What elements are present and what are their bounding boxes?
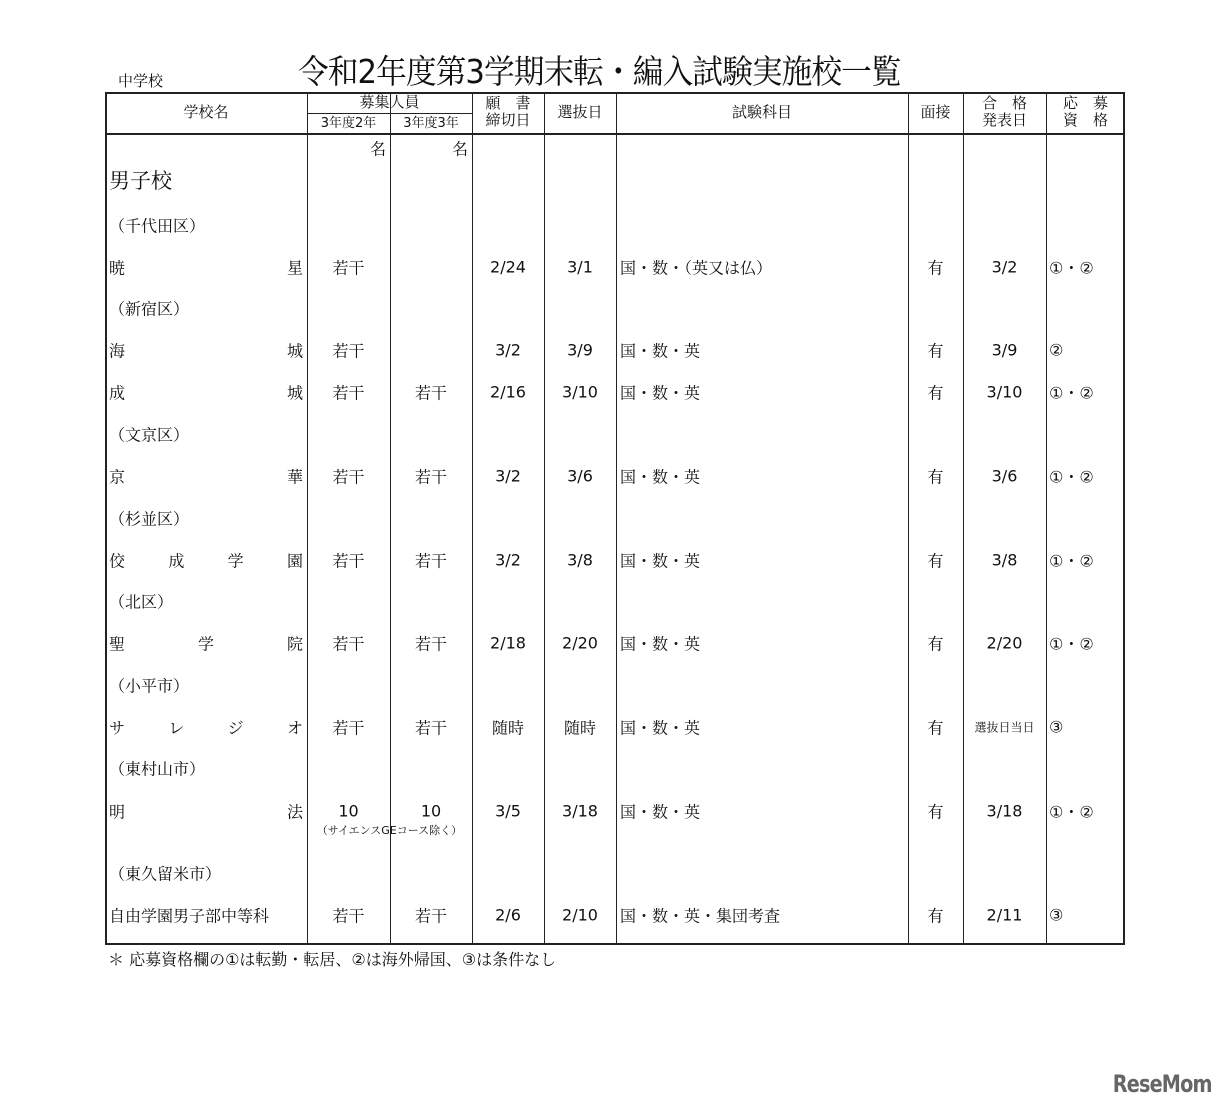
school-name-char: 園: [286, 551, 303, 571]
exam-subjects: 国・数・英: [620, 634, 701, 654]
result-date: 2/20: [986, 633, 1023, 653]
header-grade3: 3年度3年: [403, 116, 459, 131]
area-label: （北区）: [109, 592, 174, 612]
footnote: ＊ 応募資格欄の①は転勤・転居、②は海外帰国、③は条件なし: [108, 950, 557, 969]
area-label: （東村山市）: [109, 759, 206, 779]
exam-subjects: 国・数・英: [620, 341, 701, 361]
selection-date: 2/20: [562, 633, 598, 653]
application-deadline: 3/5: [495, 801, 521, 821]
recruit-grade2: 若干: [332, 341, 365, 361]
result-date: 3/18: [986, 801, 1023, 821]
school-name: [109, 800, 303, 823]
header-result-line2: 発表日: [981, 111, 1027, 129]
selection-date: 3/6: [567, 466, 593, 486]
school-name-char: 法: [286, 802, 303, 822]
selection-date: 3/9: [567, 340, 593, 360]
school-name-char: 成: [168, 551, 185, 571]
result-date: 3/9: [991, 340, 1018, 360]
application-deadline: 3/2: [495, 550, 521, 570]
selection-date: 3/1: [567, 257, 593, 277]
recruit-grade3: 10: [420, 801, 442, 821]
exam-subjects: 国・数・英: [620, 718, 701, 738]
watermark-logo: ReseMom: [1113, 1070, 1212, 1098]
header-subjects: 試験科目: [731, 103, 792, 121]
school-name-char: オ: [286, 718, 303, 738]
interview: 有: [927, 467, 944, 487]
school-name: [109, 549, 303, 572]
header-deadline-line2: 締切日: [485, 111, 531, 129]
interview: 有: [927, 906, 944, 926]
header-recruit: 募集人員: [359, 93, 420, 111]
interview: 有: [927, 634, 944, 654]
interview: 有: [927, 341, 944, 361]
exam-subjects: 国・数・英・集団考査: [620, 906, 781, 926]
header-qual-line1: 応 募: [1062, 94, 1108, 112]
school-name-char: 明: [109, 802, 126, 822]
school-name: [109, 904, 303, 927]
exam-subjects: 国・数・（英又は仏）: [620, 258, 773, 278]
school-name: [109, 632, 303, 655]
school-name: [109, 716, 303, 739]
exam-subjects: 国・数・英: [620, 802, 701, 822]
result-date: 2/11: [986, 905, 1023, 925]
exam-subjects: 国・数・英: [620, 467, 701, 487]
interview: 有: [927, 551, 944, 571]
school-name: [109, 381, 303, 404]
school-name-char: レ: [168, 718, 185, 738]
recruit-grade2: 10: [338, 801, 359, 821]
qualification: ①・②: [1049, 383, 1094, 403]
exam-subjects: 国・数・英: [620, 551, 701, 571]
area-label: （小平市）: [109, 676, 190, 696]
school-name: [109, 339, 303, 362]
school-name-char: 成: [109, 383, 126, 403]
recruit-note: （サイエンスGEコース除く）: [316, 824, 463, 837]
school-name-char: 海: [109, 341, 126, 361]
application-deadline: 2/16: [490, 382, 526, 402]
school-name-char: 星: [286, 258, 303, 278]
interview: 有: [927, 802, 944, 822]
qualification: ①・②: [1049, 634, 1094, 654]
school-name-char: サ: [109, 718, 126, 738]
recruit-grade2: 若干: [332, 258, 365, 278]
application-deadline: 2/24: [490, 257, 526, 277]
recruit-grade3: 若干: [414, 718, 447, 738]
recruit-grade2: 若干: [332, 551, 365, 571]
application-deadline: 随時: [491, 718, 524, 738]
application-deadline: 3/2: [495, 340, 521, 360]
page-title: 令和2年度第3学期末転・編入試験実施校一覧: [298, 52, 901, 91]
unit-label-grade2: 名: [370, 139, 387, 159]
result-date: 3/6: [991, 466, 1018, 486]
recruit-grade2: 若干: [332, 906, 365, 926]
area-label: （東久留米市）: [109, 864, 222, 884]
school-name-char: 自由学園男子部中等科: [109, 906, 270, 926]
unit-label-grade3: 名: [452, 139, 469, 159]
school-name: [109, 256, 303, 279]
qualification: ①・②: [1049, 467, 1094, 487]
qualification: ①・②: [1049, 551, 1094, 571]
recruit-grade2: 若干: [332, 467, 365, 487]
selection-date: 随時: [563, 718, 596, 738]
school-name-char: 城: [286, 383, 303, 403]
recruit-grade3: 若干: [414, 467, 447, 487]
school-name-char: 城: [286, 341, 303, 361]
recruit-grade2: 若干: [332, 634, 365, 654]
area-label: （新宿区）: [109, 299, 190, 319]
header-deadline: [472, 95, 544, 129]
recruit-grade2: 若干: [332, 718, 365, 738]
school-name-char: 暁: [109, 258, 126, 278]
school-name-char: 学: [227, 551, 244, 571]
header-result: [963, 95, 1046, 129]
header-qual-line2: 資 格: [1062, 111, 1108, 129]
application-deadline: 3/2: [495, 466, 521, 486]
header-result-line1: 合 格: [981, 94, 1027, 112]
header-grade2: 3年度2年: [320, 116, 377, 131]
header-qualification: [1046, 95, 1125, 129]
school-name-char: 聖: [109, 634, 126, 654]
school-name: [109, 465, 303, 488]
school-name-char: ジ: [227, 718, 244, 738]
qualification: ①・②: [1049, 802, 1094, 822]
exam-subjects: 国・数・英: [620, 383, 701, 403]
school-name-char: 院: [286, 634, 303, 654]
school-name-char: 京: [109, 467, 126, 487]
qualification: ③: [1049, 905, 1064, 925]
recruit-grade3: 若干: [414, 551, 447, 571]
area-label: （文京区）: [109, 425, 190, 445]
area-label: （杉並区）: [109, 509, 190, 529]
interview: 有: [927, 383, 944, 403]
header-interview: 面接: [920, 103, 951, 121]
selection-date: 3/8: [567, 550, 593, 570]
selection-date: 3/10: [562, 382, 598, 402]
school-name-char: 佼: [109, 551, 126, 571]
interview: 有: [927, 718, 944, 738]
recruit-grade2: 若干: [332, 383, 365, 403]
result-date: 3/2: [991, 257, 1018, 277]
header-school: 学校名: [183, 103, 229, 121]
application-deadline: 2/6: [495, 905, 521, 925]
qualification: ③: [1049, 717, 1064, 737]
recruit-grade3: 若干: [414, 906, 447, 926]
area-label: （千代田区）: [109, 216, 206, 236]
qualification: ②: [1049, 340, 1064, 360]
selection-date: 3/18: [562, 801, 598, 821]
school-name-char: 華: [286, 467, 303, 487]
result-date: 選抜日当日: [974, 720, 1035, 735]
result-date: 3/10: [986, 382, 1023, 402]
qualification: ①・②: [1049, 258, 1094, 278]
interview: 有: [927, 258, 944, 278]
result-date: 3/8: [991, 550, 1018, 570]
selection-date: 2/10: [562, 905, 598, 925]
header-deadline-line1: 願 書: [485, 94, 531, 112]
recruit-grade3: 若干: [414, 634, 447, 654]
header-selection: 選抜日: [557, 103, 603, 121]
application-deadline: 2/18: [490, 633, 526, 653]
category-heading: 男子校: [109, 169, 172, 193]
school-name-char: 学: [197, 634, 214, 654]
school-level-label: 中学校: [118, 72, 164, 90]
recruit-grade3: 若干: [414, 383, 447, 403]
